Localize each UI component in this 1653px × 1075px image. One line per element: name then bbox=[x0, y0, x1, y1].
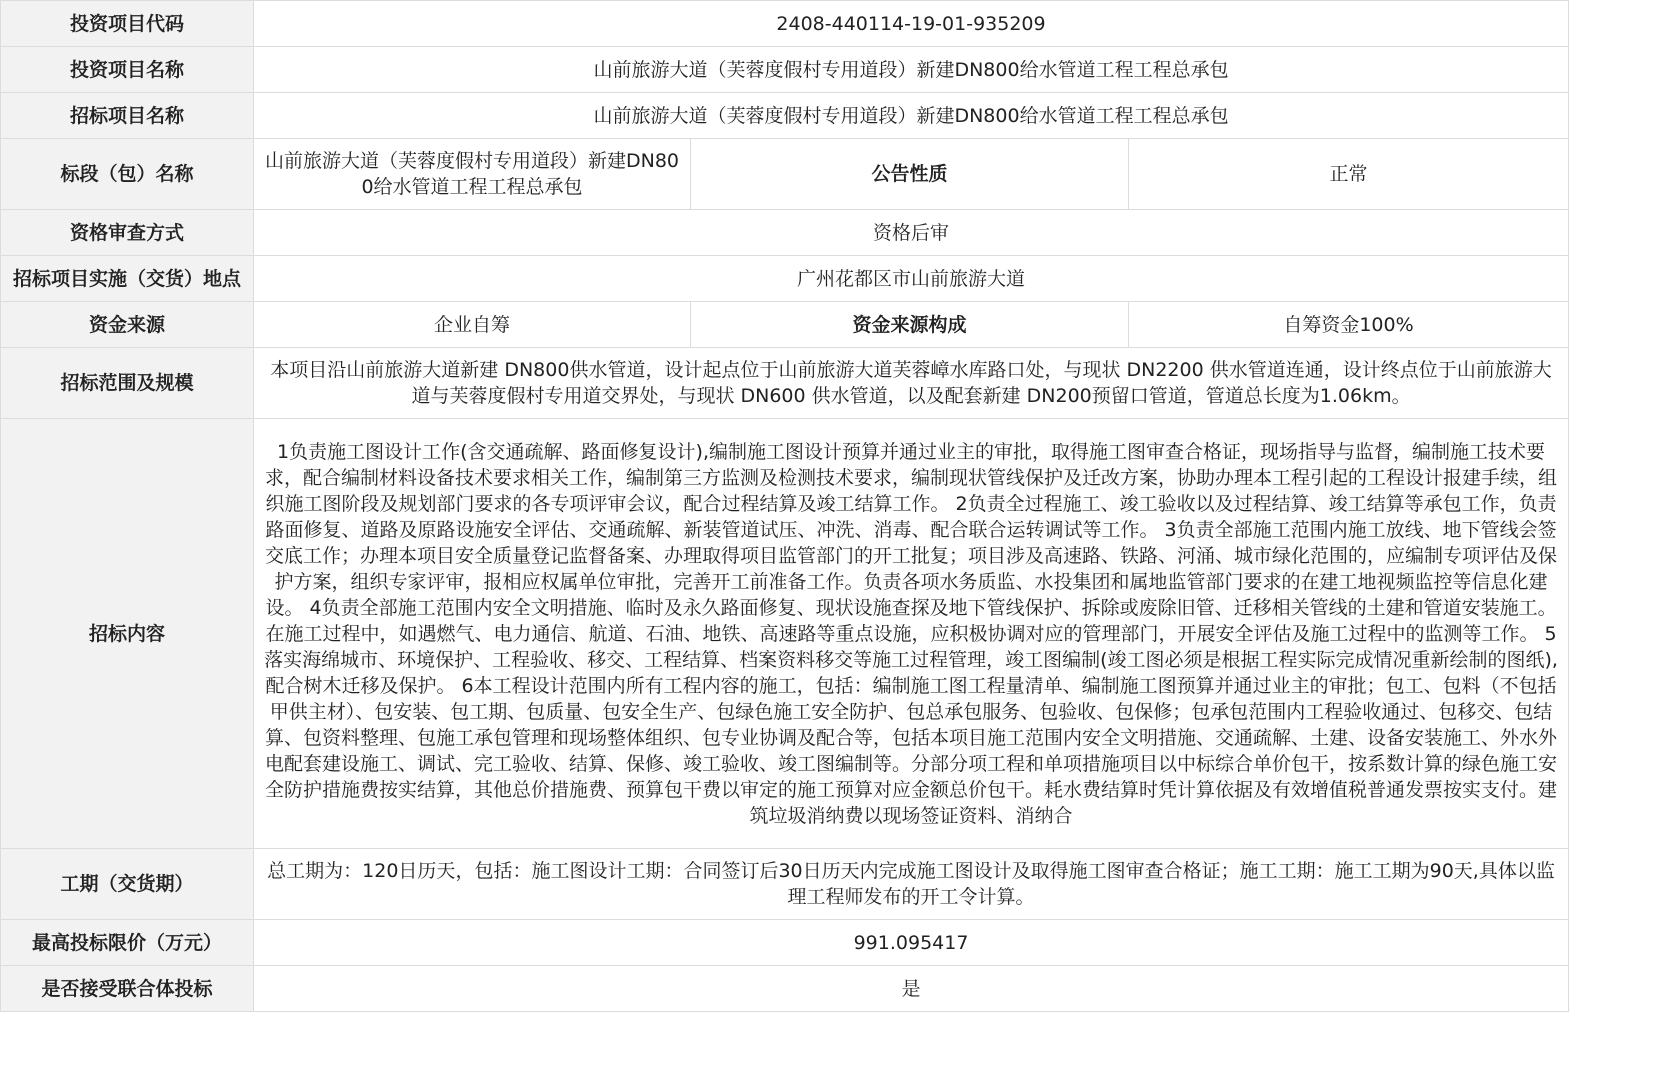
tender-name-value: 山前旅游大道（芙蓉度假村专用道段）新建DN800给水管道工程工程总承包 bbox=[254, 93, 1569, 139]
scope-label: 招标范围及规模 bbox=[1, 348, 254, 419]
tender-name-label: 招标项目名称 bbox=[1, 93, 254, 139]
project-name-label: 投资项目名称 bbox=[1, 47, 254, 93]
joint-bid-label: 是否接受联合体投标 bbox=[1, 966, 254, 1012]
section-name-label: 标段（包）名称 bbox=[1, 139, 254, 210]
row-qualification bbox=[1, 210, 1569, 256]
qualification-value: 资格后审 bbox=[254, 210, 1569, 256]
content-value: 1负责施工图设计工作(含交通疏解、路面修复设计),编制施工图设计预算并通过业主的审批，取得施工图审查合格证，现场指导与监督，编制施工技术要求，配合编制材料设备技术要求相关工作，编制第三方监测及检测技术要求，编制现状管线保护及迁改方案，协助办理本工程引起的工程设计报建手续，组织施工图阶段及规划部门要求的各专项评审会议，配合过程结算及竣工结算工作。 2负责全过程施工、竣工验收以及过程结算、竣工结算等承包工作，负责路面修复、道路及原路设施安全评估、交通疏解、新装管道试压、冲洗、消毒、配合联合运转调试等工作。 3负责全部施工范围内施工放线、地下管线会签交底工作；办理本项目安全质量登记监督备案、办理取得项目监管部门的开工批复；项目涉及高速路、铁路、河涌、城市绿化范围的，应编制专项评估及保护方案，组织专家评审，报相应权属单位审批，完善开工前准备工作。负责各项水务质监、水投集团和属地监管部门要求的在建工地视频监控等信息化建设。 4负责全部施工范围内安全文明措施、临时及永久路面修复、现状设施查探及地下管线保护、拆除或废除旧管、迁移相关管线的土建和管道安装施工。在施工过程中，如遇燃气、电力通信、航道、石油、地铁、高速路等重点设施，应积极协调对应的管理部门，开展安全评估及施工过程中的监测等工作。 5落实海绵城市、环境保护、工程验收、移交、工程结算、档案资料移交等施工过程管理，竣工图编制(竣工图必须是根据工程实际完成情况重新绘制的图纸),配合树木迁移及保护。 6本工程设计范围内所有工程内容的施工，包括：编制施工图工程量清单、编制施工图预算并通过业主的审批；包工、包料（不包括甲供主材）、包安装、包工期、包质量、包安全生产、包绿色施工安全防护、包总承包服务、包验收、包保修；包承包范围内工程验收通过、包移交、包结算、包资料整理、包施工承包管理和现场整体组织、包专业协调及配合等，包括本项目施工范围内安全文明措施、交通疏解、土建、设备安装施工、外水外电配套建设施工、调试、完工验收、结算、保修、竣工验收、竣工图编制等。分部分项工程和单项措施项目以中标综合单价包干，按系数计算的绿色施工安全防护措施费按实结算，其他总价措施费、预算包干费以审定的施工预算对应金额总价包干。耗水费结算时凭计算依据及有效增值税普通发票按实支付。建筑垃圾消纳费以现场签证资料、消纳合 bbox=[254, 419, 1569, 849]
row-section-name bbox=[1, 139, 1569, 210]
project-code-label: 投资项目代码 bbox=[1, 1, 254, 47]
duration-value: 总工期为：120日历天，包括：施工图设计工期：合同签订后30日历天内完成施工图设计及取得施工图审查合格证；施工工期：施工工期为90天,具体以监理工程师发布的开工令计算。 bbox=[254, 849, 1569, 920]
scope-value: 本项目沿山前旅游大道新建 DN800供水管道，设计起点位于山前旅游大道芙蓉嶂水库路口处，与现状 DN2200 供水管道连通，设计终点位于山前旅游大道与芙蓉度假村专用道交界处，与现状 DN600 供水管道，以及配套新建 DN200预留口管道，管道总长度为1.06km。 bbox=[254, 348, 1569, 419]
location-value: 广州花都区市山前旅游大道 bbox=[254, 256, 1569, 302]
joint-bid-value: 是 bbox=[254, 966, 1569, 1012]
row-duration bbox=[1, 849, 1569, 920]
row-project-code bbox=[1, 1, 1569, 47]
section-name-value: 山前旅游大道（芙蓉度假村专用道段）新建DN800给水管道工程工程总承包 bbox=[254, 139, 691, 210]
row-max-price bbox=[1, 920, 1569, 966]
funding-composition-value: 自筹资金100% bbox=[1129, 302, 1569, 348]
project-code-value: 2408-440114-19-01-935209 bbox=[254, 1, 1569, 47]
row-scope bbox=[1, 348, 1569, 419]
qualification-label: 资格审查方式 bbox=[1, 210, 254, 256]
funding-value: 企业自筹 bbox=[254, 302, 691, 348]
row-location bbox=[1, 256, 1569, 302]
max-price-value: 991.095417 bbox=[254, 920, 1569, 966]
funding-composition-label: 资金来源构成 bbox=[691, 302, 1129, 348]
row-joint-bid bbox=[1, 966, 1569, 1012]
announcement-nature-value: 正常 bbox=[1129, 139, 1569, 210]
row-funding bbox=[1, 302, 1569, 348]
project-name-value: 山前旅游大道（芙蓉度假村专用道段）新建DN800给水管道工程工程总承包 bbox=[254, 47, 1569, 93]
duration-label: 工期（交货期） bbox=[1, 849, 254, 920]
location-label: 招标项目实施（交货）地点 bbox=[1, 256, 254, 302]
row-project-name bbox=[1, 47, 1569, 93]
row-content bbox=[1, 419, 1569, 849]
announcement-nature-label: 公告性质 bbox=[691, 139, 1129, 210]
content-label: 招标内容 bbox=[1, 419, 254, 849]
funding-label: 资金来源 bbox=[1, 302, 254, 348]
row-tender-name bbox=[1, 93, 1569, 139]
max-price-label: 最高投标限价（万元） bbox=[1, 920, 254, 966]
